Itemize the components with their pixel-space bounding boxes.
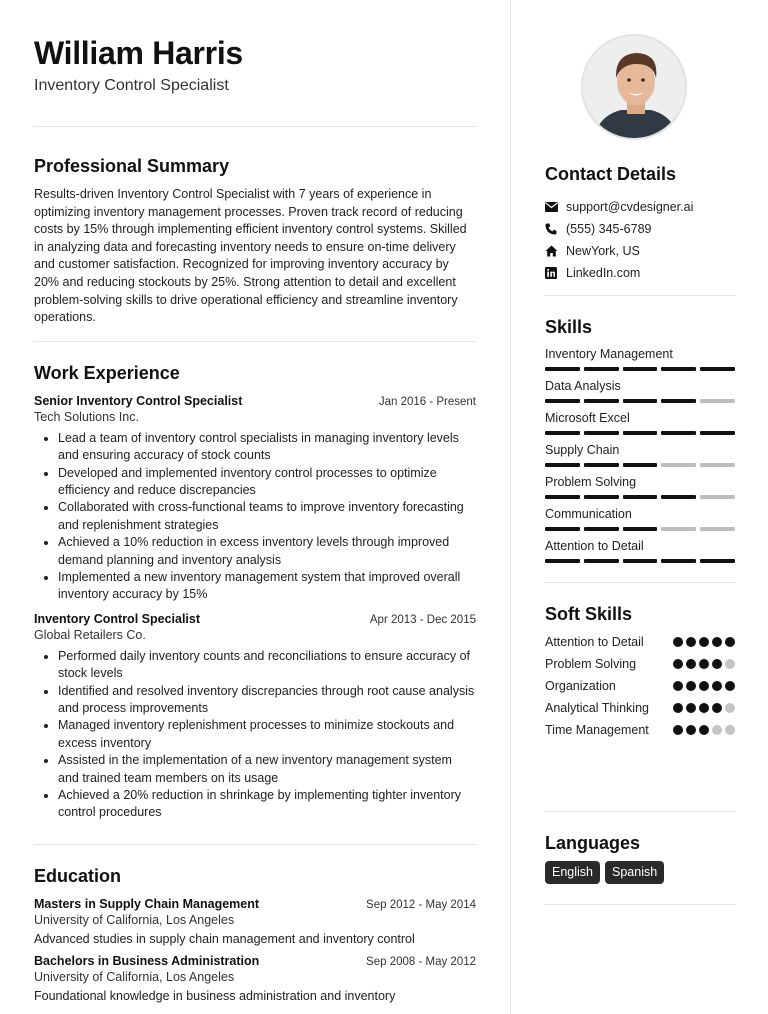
skills-heading: Skills bbox=[545, 317, 593, 337]
divider bbox=[34, 126, 476, 127]
job-bullet: • Identified and resolved inventory discrepancies through root cause analysis and process improvements bbox=[58, 683, 476, 718]
skill-label: Inventory Management bbox=[545, 347, 673, 361]
divider bbox=[545, 295, 735, 296]
contact-location bbox=[545, 240, 693, 262]
skill-level-segment bbox=[623, 463, 658, 467]
skill-level-segment bbox=[623, 527, 658, 531]
contact-email[interactable] bbox=[545, 196, 693, 218]
candidate-title: Inventory Control Specialist bbox=[34, 77, 229, 94]
skill-level-segment bbox=[700, 367, 735, 371]
education-degree: Bachelors in Business Administration bbox=[34, 953, 260, 968]
skill-level-segment bbox=[584, 495, 619, 499]
rating-dot bbox=[725, 681, 735, 691]
skill-level-segment bbox=[623, 399, 658, 403]
skill-level-bar bbox=[545, 559, 735, 563]
job-bullet: • Achieved a 20% reduction in shrinkage by implementing tighter inventory control procedures bbox=[58, 787, 476, 822]
rating-dot bbox=[673, 659, 683, 669]
skill-label: Attention to Detail bbox=[545, 539, 644, 553]
contact-heading: Contact Details bbox=[545, 164, 677, 184]
job-bullet: • Developed and implemented inventory control processes to optimize efficiency and reduce discrepancies bbox=[58, 465, 476, 500]
soft-skill-item bbox=[545, 633, 735, 651]
sidebar bbox=[510, 0, 768, 1014]
rating-dot bbox=[673, 725, 683, 735]
job-header bbox=[34, 612, 476, 626]
contact-list bbox=[545, 196, 693, 284]
skill-label: Supply Chain bbox=[545, 443, 620, 457]
education-date: Sep 2008 - May 2012 bbox=[366, 955, 476, 968]
skill-level-segment bbox=[623, 559, 658, 563]
skill-label: Microsoft Excel bbox=[545, 411, 630, 425]
rating-dot bbox=[712, 681, 722, 691]
skill-level-segment bbox=[700, 559, 735, 563]
skill-level-segment bbox=[661, 463, 696, 467]
skill-item bbox=[545, 474, 735, 506]
job-bullet: • Achieved a 10% reduction in excess inventory levels through improved demand planning and inventory analysis bbox=[58, 534, 476, 569]
education-header bbox=[34, 897, 476, 911]
job-bullets bbox=[34, 648, 476, 822]
skill-item bbox=[545, 506, 735, 538]
skill-item bbox=[545, 346, 735, 378]
rating-dot bbox=[712, 703, 722, 713]
contact-phone[interactable] bbox=[545, 218, 693, 240]
soft-skill-rating bbox=[673, 637, 735, 647]
job-header bbox=[34, 394, 476, 408]
skill-level-segment bbox=[584, 463, 619, 467]
skill-level-segment bbox=[661, 367, 696, 371]
education-heading: Education bbox=[34, 865, 122, 886]
contact-location-text: NewYork, US bbox=[566, 244, 640, 258]
education-header bbox=[34, 954, 476, 968]
skill-level-segment bbox=[661, 431, 696, 435]
rating-dot bbox=[725, 725, 735, 735]
rating-dot bbox=[686, 681, 696, 691]
rating-dot bbox=[725, 703, 735, 713]
skill-level-segment bbox=[700, 399, 735, 403]
rating-dot bbox=[699, 703, 709, 713]
rating-dot bbox=[712, 659, 722, 669]
soft-skill-rating bbox=[673, 703, 735, 713]
skills-list bbox=[545, 346, 735, 570]
skill-item bbox=[545, 378, 735, 410]
soft-skills-list bbox=[545, 633, 735, 739]
soft-skill-label: Problem Solving bbox=[545, 657, 637, 671]
soft-skill-item bbox=[545, 699, 735, 717]
skill-label: Communication bbox=[545, 507, 632, 521]
skill-level-segment bbox=[700, 431, 735, 435]
experience-heading: Work Experience bbox=[34, 362, 180, 383]
skill-level-segment bbox=[545, 463, 580, 467]
soft-skill-label: Analytical Thinking bbox=[545, 701, 649, 715]
skill-level-segment bbox=[584, 559, 619, 563]
divider bbox=[545, 582, 735, 583]
job-bullet: • Managed inventory replenishment processes to minimize stockouts and excess inventory bbox=[58, 717, 476, 752]
skill-level-bar bbox=[545, 527, 735, 531]
job-bullets bbox=[34, 430, 476, 604]
rating-dot bbox=[725, 637, 735, 647]
skill-level-segment bbox=[584, 399, 619, 403]
rating-dot bbox=[699, 725, 709, 735]
skill-level-segment bbox=[661, 527, 696, 531]
education-entry bbox=[34, 954, 476, 1003]
language-tag: Spanish bbox=[605, 861, 664, 884]
contact-phone-text: (555) 345-6789 bbox=[566, 222, 652, 236]
skill-level-segment bbox=[545, 431, 580, 435]
job-bullet: • Implemented a new inventory management system that improved overall inventory accuracy by 15% bbox=[58, 569, 476, 604]
rating-dot bbox=[686, 637, 696, 647]
phone-icon bbox=[545, 222, 566, 236]
job-bullet: • Assisted in the implementation of a new inventory management system and trained team members on its usage bbox=[58, 752, 476, 787]
soft-skill-item bbox=[545, 677, 735, 695]
job-company: Global Retailers Co. bbox=[34, 627, 146, 642]
skill-level-segment bbox=[545, 527, 580, 531]
job-title: Senior Inventory Control Specialist bbox=[34, 393, 243, 408]
profile-photo bbox=[583, 36, 687, 140]
linkedin-icon bbox=[545, 266, 566, 280]
rating-dot bbox=[673, 703, 683, 713]
contact-linkedin-text: LinkedIn.com bbox=[566, 266, 641, 280]
job-date: Apr 2013 - Dec 2015 bbox=[369, 613, 476, 626]
divider bbox=[545, 904, 735, 905]
skill-level-segment bbox=[623, 495, 658, 499]
skill-level-bar bbox=[545, 463, 735, 467]
rating-dot bbox=[673, 681, 683, 691]
home-icon bbox=[545, 244, 566, 258]
skill-item bbox=[545, 538, 735, 570]
language-tag: English bbox=[545, 861, 600, 884]
job-bullet: • Performed daily inventory counts and reconciliations to ensure accuracy of stock levels bbox=[58, 648, 476, 683]
skill-level-segment bbox=[700, 527, 735, 531]
soft-skills-heading: Soft Skills bbox=[545, 604, 633, 624]
summary-heading: Professional Summary bbox=[34, 156, 230, 176]
skill-label: Data Analysis bbox=[545, 379, 621, 393]
skill-level-segment bbox=[545, 399, 580, 403]
soft-skill-label: Organization bbox=[545, 679, 616, 693]
skill-level-segment bbox=[584, 527, 619, 531]
job-bullet: • Collaborated with cross-functional teams to improve inventory forecasting and replenishment strategies bbox=[58, 499, 476, 534]
rating-dot bbox=[686, 725, 696, 735]
soft-skill-item bbox=[545, 721, 735, 739]
soft-skill-rating bbox=[673, 725, 735, 735]
envelope-icon bbox=[545, 200, 566, 214]
education-degree: Masters in Supply Chain Management bbox=[34, 896, 260, 911]
job-date: Jan 2016 - Present bbox=[378, 395, 476, 408]
job-list bbox=[34, 394, 476, 822]
rating-dot bbox=[699, 637, 709, 647]
education-date: Sep 2012 - May 2014 bbox=[366, 898, 476, 911]
job-entry bbox=[34, 612, 476, 822]
skill-level-bar bbox=[545, 431, 735, 435]
candidate-name: William Harris bbox=[34, 35, 243, 71]
job-bullet: • Lead a team of inventory control specialists in managing inventory levels and ensuring accuracy of stock counts bbox=[58, 430, 476, 465]
contact-linkedin[interactable] bbox=[545, 262, 693, 284]
skill-level-segment bbox=[700, 463, 735, 467]
rating-dot bbox=[699, 681, 709, 691]
languages-heading: Languages bbox=[545, 833, 641, 853]
education-entry bbox=[34, 897, 476, 946]
skill-level-segment bbox=[623, 367, 658, 371]
skill-level-segment bbox=[545, 495, 580, 499]
skill-level-segment bbox=[545, 367, 580, 371]
rating-dot bbox=[725, 659, 735, 669]
education-list bbox=[34, 897, 476, 1003]
education-description: Advanced studies in supply chain management and inventory control bbox=[34, 931, 415, 946]
job-entry bbox=[34, 394, 476, 604]
skill-level-segment bbox=[584, 367, 619, 371]
job-title: Inventory Control Specialist bbox=[34, 611, 201, 626]
education-description: Foundational knowledge in business administration and inventory bbox=[34, 988, 396, 1003]
skill-level-segment bbox=[700, 495, 735, 499]
rating-dot bbox=[699, 659, 709, 669]
languages-list bbox=[545, 861, 664, 884]
divider bbox=[545, 811, 735, 812]
divider bbox=[34, 844, 476, 845]
soft-skill-item bbox=[545, 655, 735, 673]
skill-level-bar bbox=[545, 399, 735, 403]
education-school: University of California, Los Angeles bbox=[34, 969, 235, 984]
rating-dot bbox=[712, 637, 722, 647]
avatar bbox=[581, 34, 687, 140]
skill-level-segment bbox=[545, 559, 580, 563]
skill-item bbox=[545, 442, 735, 474]
job-company: Tech Solutions Inc. bbox=[34, 409, 139, 424]
skill-label: Problem Solving bbox=[545, 475, 637, 489]
rating-dot bbox=[686, 659, 696, 669]
skill-level-segment bbox=[661, 559, 696, 563]
summary-text: Results-driven Inventory Control Specialist with 7 years of experience in optimizing inventory management processes. Proven track record of reducing costs by 15% through implementing efficient inventory control systems. Skilled in analyzing data and forecasting inventory needs to ensure on-time delivery and customer satisfaction. Recognized for improving inventory accuracy by 20% and reducing stockouts by 25%. Strong attention to detail and excellent problem-solving skills to drive operational efficiency and streamline inventory operations. bbox=[34, 187, 467, 325]
soft-skill-rating bbox=[673, 659, 735, 669]
skill-item bbox=[545, 410, 735, 442]
soft-skill-rating bbox=[673, 681, 735, 691]
rating-dot bbox=[686, 703, 696, 713]
skill-level-bar bbox=[545, 367, 735, 371]
soft-skill-label: Attention to Detail bbox=[545, 635, 644, 649]
skill-level-bar bbox=[545, 495, 735, 499]
divider bbox=[34, 341, 476, 342]
rating-dot bbox=[712, 725, 722, 735]
skill-level-segment bbox=[661, 495, 696, 499]
education-school: University of California, Los Angeles bbox=[34, 912, 235, 927]
rating-dot bbox=[673, 637, 683, 647]
skill-level-segment bbox=[584, 431, 619, 435]
soft-skill-label: Time Management bbox=[545, 723, 649, 737]
skill-level-segment bbox=[623, 431, 658, 435]
contact-email-text: support@cvdesigner.ai bbox=[566, 200, 694, 214]
skill-level-segment bbox=[661, 399, 696, 403]
